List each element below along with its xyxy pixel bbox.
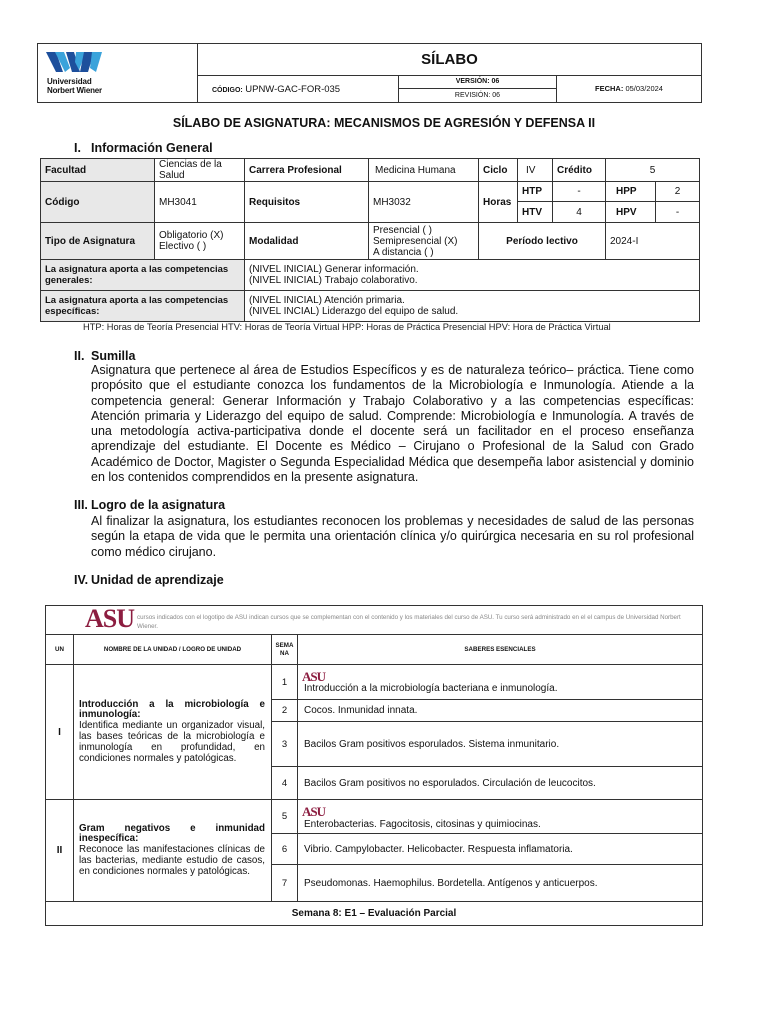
week-number: 2: [272, 700, 298, 722]
header-meta-row: [198, 76, 701, 102]
week-number: 1: [272, 665, 298, 700]
week-number: 5: [272, 800, 298, 834]
section-heading-2: [74, 349, 135, 363]
facultad-value: Ciencias de la Salud: [155, 159, 245, 182]
facultad-label: Facultad: [41, 159, 155, 182]
general-info-table: [40, 158, 700, 322]
week-content: Enterobacterias. Fagocitosis, citosinas y quimiocinas.: [298, 800, 702, 834]
asu-logo: ASU: [85, 604, 135, 633]
logro-text: Al finalizar la asignatura, los estudiantes reconocen los problemas y necesidades de salud de las personas según la etapa de vida que le permita una orientación clínica y/o quirúrgica necesaria en su rol profesional como médico cirujano.: [91, 514, 694, 559]
date-value: 05/03/2024: [625, 84, 663, 93]
code-value: UPNW-GAC-FOR-035: [245, 84, 341, 95]
hpv-label: HPV: [606, 202, 656, 223]
section-number: II.: [74, 349, 85, 363]
document-title: SÍLABO DE ASIGNATURA: MECANISMOS DE AGRESIÓN Y DEFENSA II: [172, 116, 596, 130]
header-version: VERSIÓN: 06: [399, 76, 557, 89]
comp-esp-value: [245, 291, 699, 321]
university-logo: [38, 44, 198, 102]
htv-value: 4: [553, 202, 606, 223]
unit-title: Introducción a la microbiología e inmunología:: [79, 698, 265, 721]
header-code: [198, 76, 399, 102]
asu-note: cursos indicados con el logotipo de ASU indican cursos que se complementan con el contenido y los materiales del curso de ASU. Tu curso será administrado en el el campus de Universidad Norbert Wiener.: [137, 614, 681, 630]
comp-esp-label: La asignatura aporta a las competencias específicas:: [41, 291, 245, 321]
section-title: Logro de la asignatura: [91, 498, 226, 512]
requisitos-label: Requisitos: [245, 182, 369, 223]
hpv-value: -: [656, 202, 699, 223]
evaluation-row: Semana 8: E1 – Evaluación Parcial: [291, 908, 457, 919]
week-content: Pseudomonas. Haemophilus. Bordetella. Antígenos y anticuerpos.: [298, 865, 702, 902]
tipo-value: [155, 223, 245, 260]
week-content: Bacilos Gram positivos esporulados. Sistema inmunitario.: [298, 722, 702, 767]
col-header-saberes: SABERES ESENCIALES: [298, 635, 702, 665]
htp-label: HTP: [518, 182, 553, 202]
section-heading-1: [74, 141, 213, 155]
section-title: Unidad de aprendizaje: [91, 573, 224, 587]
logo-text-line2: Norbert Wiener: [47, 86, 102, 95]
asu-badge-week1: ASU: [302, 669, 326, 684]
modalidad-line2: Semipresencial (X): [373, 235, 458, 247]
section-number: III.: [74, 498, 88, 512]
week-content: Vibrio. Campylobacter. Helicobacter. Respuesta inflamatoria.: [298, 834, 702, 865]
carrera-label: Carrera Profesional: [245, 159, 369, 182]
credito-value: 5: [606, 159, 699, 182]
document-header: [37, 43, 702, 103]
section-heading-4: [74, 573, 224, 587]
unit-goal: Reconoce las manifestaciones clínicas de las bacterias, mediante estudio de casos, en condiciones normales y patológicas.: [79, 844, 265, 877]
section-title: Información General: [91, 141, 213, 155]
modalidad-line3: A distancia ( ): [373, 246, 434, 258]
hpp-label: HPP: [606, 182, 656, 202]
header-date: [557, 76, 701, 102]
col-header-semana: [272, 635, 298, 665]
ciclo-label: Ciclo: [479, 159, 518, 182]
university-logo-icon: [46, 50, 116, 76]
comp-esp-line2: (NIVEL INCIAL) Liderazgo del equipo de salud.: [249, 306, 459, 317]
header-revision: REVISIÓN: 06: [399, 89, 557, 102]
section-heading-3: [74, 498, 225, 512]
unit-goal: Identifica mediante un organizador visual, las bases teóricas de la microbiología e inmunología en profundidad, en condiciones normales y patológicas.: [79, 720, 265, 764]
ciclo-value: IV: [518, 159, 553, 182]
tipo-line2: Electivo ( ): [159, 241, 207, 252]
comp-gen-value: [245, 260, 699, 291]
col-header-un: UN: [46, 635, 74, 665]
header-title: SÍLABO: [198, 44, 701, 76]
unit-description: [74, 665, 272, 800]
tipo-label: Tipo de Asignatura: [41, 223, 155, 260]
hours-legend: HTP: Horas de Teoría Presencial HTV: Horas de Teoría Virtual HPP: Horas de Práctica Presencial HPV: Hora de Práctica Virtual: [83, 322, 611, 332]
week-content: Cocos. Inmunidad innata.: [298, 700, 702, 722]
horas-label: Horas: [479, 182, 518, 223]
section-number: IV.: [74, 573, 89, 587]
section-number: I.: [74, 141, 81, 155]
date-label: FECHA:: [595, 84, 624, 93]
periodo-label: Período lectivo: [479, 223, 606, 260]
unit-title: Gram negativos e inmunidad inespecífica:: [79, 822, 265, 845]
sumilla-text: Asignatura que pertenece al área de Estudios Específicos y es de naturaleza teórico– práctica. Tiene como propósito que el estudiante conozca los fundamentos de la Microbiología e Inmunología. Atiende a la competencia general: Generar Información y Trabajo Colaborativo y a las competencias específicas: Atención primaria y Liderazgo del equipo de salud. Comprende: Microbiología e Inmunología. A través de una metodología activa-participativa donde el docente será un facilitador en el proceso enseñanza aprendizaje del estudiante. El Docente es Médico – Cirujano o Profesional de la Salud con Grado Académico de Doctor, Magister o Segunda Especialidad Médica que desempeña labor asistencial y dominio en los contenidos comprendidos en la presente asignatura.: [91, 363, 694, 485]
logo-text-line1: Universidad: [47, 77, 92, 86]
unit-description: [74, 800, 272, 902]
section-title: Sumilla: [91, 349, 136, 363]
comp-gen-line1: (NIVEL INICIAL) Generar información.: [249, 264, 419, 275]
week-number: 3: [272, 722, 298, 767]
periodo-value: 2024-I: [606, 223, 699, 260]
asu-badge-week5: ASU: [302, 804, 326, 819]
units-table: [45, 605, 703, 926]
semana-label: SEMANA: [275, 641, 294, 657]
col-header-nombre: NOMBRE DE LA UNIDAD / LOGRO DE UNIDAD: [74, 635, 272, 665]
credito-label: Crédito: [553, 159, 606, 182]
unit-number: I: [46, 665, 74, 800]
week-number: 4: [272, 767, 298, 800]
carrera-value: Medicina Humana: [369, 159, 479, 182]
comp-esp-line1: (NIVEL INICIAL) Atención primaria.: [249, 295, 405, 306]
requisitos-value: MH3032: [369, 182, 479, 223]
codigo-label: Código: [41, 182, 155, 223]
week-content: Bacilos Gram positivos no esporulados. Circulación de leucocitos.: [298, 767, 702, 800]
modalidad-value: [369, 223, 479, 260]
modalidad-line1: Presencial ( ): [373, 224, 432, 236]
code-label: CÓDIGO:: [212, 87, 243, 94]
unit-number: II: [46, 800, 74, 902]
hpp-value: 2: [656, 182, 699, 202]
comp-gen-line2: (NIVEL INICIAL) Trabajo colaborativo.: [249, 275, 418, 286]
tipo-line1: Obligatorio (X): [159, 230, 224, 241]
htv-label: HTV: [518, 202, 553, 223]
week-number: 6: [272, 834, 298, 865]
modalidad-label: Modalidad: [245, 223, 369, 260]
htp-value: -: [553, 182, 606, 202]
comp-gen-label: La asignatura aporta a las competencias generales:: [41, 260, 245, 291]
codigo-value: MH3041: [155, 182, 245, 223]
week-number: 7: [272, 865, 298, 902]
week-content: Introducción a la microbiología bacteriana e inmunología.: [298, 665, 702, 700]
